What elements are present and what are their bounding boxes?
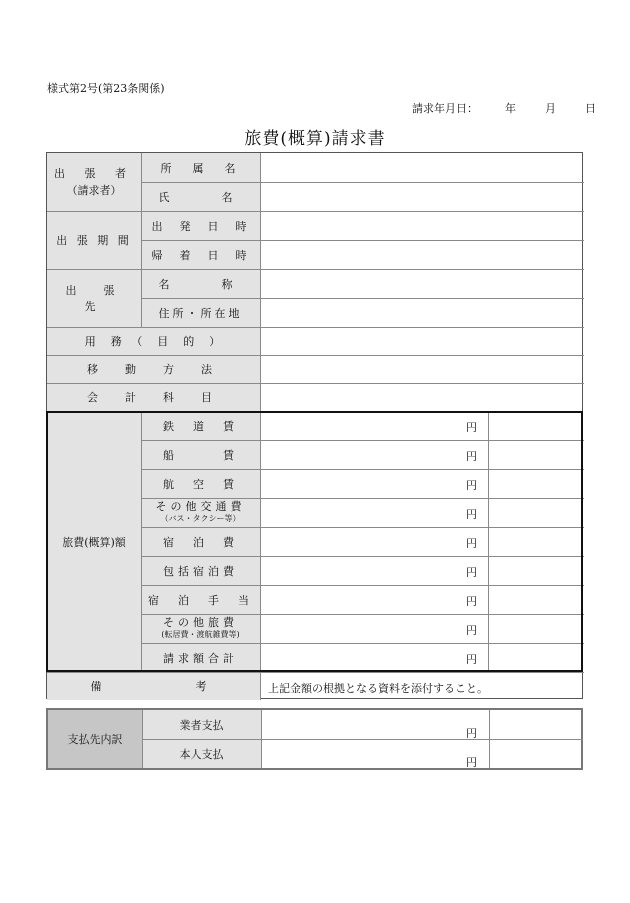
yen-label: 円 xyxy=(466,756,477,769)
return-label: 帰 着 日 時 xyxy=(151,248,250,262)
yen-label: 円 xyxy=(466,421,477,434)
purpose-label: 用 務 （ 目 的 ） xyxy=(84,335,223,348)
name-label: 氏 名 xyxy=(158,190,243,204)
affiliation-label: 所 属 名 xyxy=(160,161,241,175)
yen-label: 円 xyxy=(466,508,477,521)
self-payment-label: 本人支払 xyxy=(179,747,224,761)
other-travel-label: その他旅費 xyxy=(163,615,238,629)
yen-label: 円 xyxy=(466,450,477,463)
traveler-label-line2: （請求者） xyxy=(66,184,122,197)
yen-label: 円 xyxy=(466,595,477,608)
remarks-text: 上記金額の根拠となる資料を添付すること。 xyxy=(268,682,488,695)
destination-label: 出 張 先 xyxy=(65,284,142,313)
request-date xyxy=(412,100,596,116)
place-name-label: 名 称 xyxy=(158,277,243,291)
yen-label: 円 xyxy=(466,479,477,492)
remarks-label: 備 考 xyxy=(90,680,217,693)
request-date-label: 請求年月日： xyxy=(412,102,478,115)
other-transport-label: その他交通費 xyxy=(155,499,246,513)
yen-label: 円 xyxy=(466,537,477,550)
transport-label: 移 動 方 法 xyxy=(87,363,220,376)
expense-label-air: 航 空 賃 xyxy=(163,477,238,491)
vendor-payment-label: 業者支払 xyxy=(179,718,224,732)
address-label: 住所・所在地 xyxy=(158,306,243,320)
payment-label: 支払先内訳 xyxy=(67,733,123,746)
account-label: 会 計 科 目 xyxy=(87,391,220,404)
yen-label: 円 xyxy=(466,566,477,579)
expense-label-total: 請求額合計 xyxy=(163,651,238,665)
form-number: 様式第2号(第23条関係) xyxy=(47,82,165,95)
expense-label-rail: 鉄 道 賃 xyxy=(163,419,238,433)
expense-label-other-transport xyxy=(141,498,260,527)
expense-label-other-travel xyxy=(141,614,260,643)
payment-table xyxy=(46,708,583,770)
expense-group-label: 旅費(概算)額 xyxy=(62,535,126,549)
other-travel-sub: (転居費・渡航雑費等) xyxy=(161,629,240,639)
yen-label: 円 xyxy=(466,624,477,637)
departure-label: 出 発 日 時 xyxy=(151,219,250,233)
traveler-label-line1: 出 張 者 xyxy=(54,167,134,180)
expense-label-package-lodging: 包括宿泊費 xyxy=(163,564,238,578)
yen-label: 円 xyxy=(466,727,477,740)
main-form-table xyxy=(46,152,583,699)
expense-label-ship: 船 賃 xyxy=(163,448,238,462)
expense-label-lodging-allowance: 宿 泊 手 当 xyxy=(148,593,253,607)
year-label: 年 xyxy=(505,102,516,115)
traveler-label xyxy=(47,153,141,211)
month-label: 月 xyxy=(545,102,556,115)
yen-label: 円 xyxy=(466,653,477,666)
trip-period-label: 出 張 期 間 xyxy=(56,234,132,247)
day-label: 日 xyxy=(585,102,596,115)
expense-label-lodging: 宿 泊 費 xyxy=(163,535,238,549)
page-title: 旅費(概算)請求書 xyxy=(244,129,386,149)
other-transport-sub: （バス・タクシー等） xyxy=(160,513,241,523)
